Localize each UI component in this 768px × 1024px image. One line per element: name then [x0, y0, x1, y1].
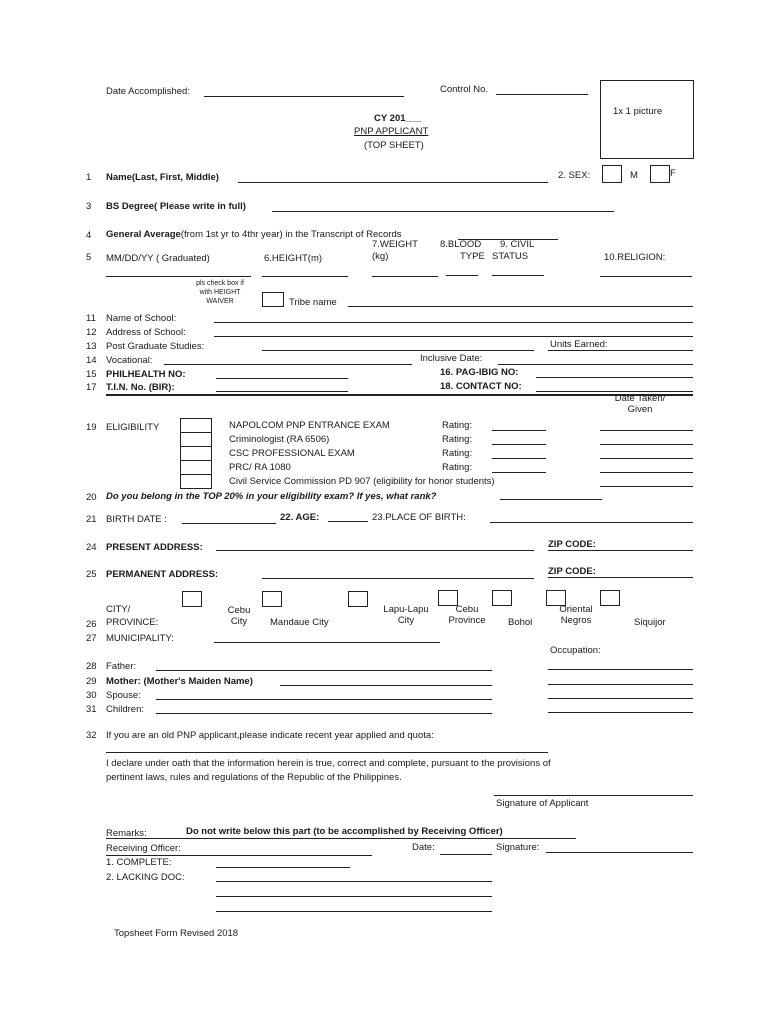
row-number: 4 [86, 230, 92, 241]
contact-line[interactable] [536, 391, 693, 392]
row-number: 14 [86, 355, 97, 366]
lacking-label: 2. LACKING DOC: [106, 872, 185, 883]
units-earned-label: Units Earned: [550, 339, 608, 350]
blood-label: 8.BLOOD [440, 239, 482, 250]
receiving-officer-label: Receiving Officer: [106, 843, 181, 854]
place-checkbox-mandaue[interactable] [262, 591, 282, 607]
permanent-address-label: PERMANENT ADDRESS: [106, 569, 219, 580]
exam-prc: PRC/ RA 1080 [229, 462, 291, 473]
religion-label: 10.RELIGION: [604, 252, 666, 263]
sex-female-checkbox[interactable] [650, 165, 670, 183]
sex-label: 2. SEX: [558, 170, 591, 181]
eligibility-label: ELIGIBILITY [106, 422, 160, 433]
father-label: Father: [106, 661, 137, 672]
control-no-line[interactable] [496, 94, 588, 95]
graduated-line[interactable] [106, 276, 251, 277]
rating-line[interactable] [492, 430, 546, 431]
old-applicant-line[interactable] [106, 752, 548, 753]
row-number: 21 [86, 514, 97, 525]
municipality-line[interactable] [214, 642, 440, 643]
name-label: Name(Last, First, Middle) [106, 172, 219, 183]
birth-date-line[interactable] [182, 523, 276, 524]
form-subtitle: (TOP SHEET) [364, 140, 424, 151]
signature-label: Signature: [496, 842, 540, 853]
permanent-zip-label: ZIP CODE: [548, 566, 596, 577]
eligibility-checkbox-csc[interactable] [180, 446, 212, 461]
tribe-label: Tribe name [289, 297, 337, 308]
rating-label: Rating: [442, 462, 473, 473]
children-label: Children: [106, 704, 145, 715]
general-average-label: General Average(from 1st yr to 4thr year) in the Transcript of Records [106, 229, 402, 240]
weight-line[interactable] [372, 276, 438, 277]
row-number: 30 [86, 690, 97, 701]
place-lapu-lapu: Lapu-Lapu City [383, 604, 429, 626]
graduated-label: MM/DD/YY ( Graduated) [106, 253, 210, 264]
weight-label: 7.WEIGHT [372, 239, 418, 250]
row-number: 32 [86, 730, 97, 741]
date-line[interactable] [440, 854, 492, 855]
school-name-label: Name of School: [106, 313, 177, 324]
birth-date-label: BIRTH DATE : [106, 514, 167, 525]
civil-status-line[interactable] [492, 275, 544, 276]
row-number: 12 [86, 327, 97, 338]
row-number: 11 [86, 313, 96, 324]
mother-occupation-line[interactable] [548, 684, 693, 685]
spouse-label: Spouse: [106, 690, 141, 701]
eligibility-checkbox-criminologist[interactable] [180, 432, 212, 447]
row-number: 31 [86, 704, 97, 715]
sex-male-checkbox[interactable] [602, 165, 622, 183]
rating-line[interactable] [492, 472, 546, 473]
place-cebu-city: Cebu City [227, 605, 251, 627]
age-label: 22. AGE: [280, 512, 320, 523]
inclusive-date-label: Inclusive Date: [420, 353, 483, 364]
row-number: 17 [86, 382, 97, 393]
mother-label: Mother: (Mother's Maiden Name) [106, 676, 253, 687]
office-note: Do not write below this part (to be accomplished by Receiving Officer) [186, 826, 503, 837]
row-number: 5 [86, 252, 92, 263]
form-title: PNP APPLICANT [354, 126, 429, 137]
municipality-label: MUNICIPALITY: [106, 633, 174, 644]
row-number: 24 [86, 542, 97, 553]
spouse-line[interactable] [156, 699, 492, 700]
post-grad-label: Post Graduate Studies: [106, 341, 205, 352]
vocational-label: Vocational: [106, 355, 153, 366]
father-occupation-line[interactable] [548, 669, 693, 670]
eligibility-checkbox-napolcom[interactable] [180, 418, 212, 433]
lacking-line[interactable] [216, 911, 492, 912]
children-occupation-line[interactable] [548, 712, 693, 713]
declaration-line-2: pertinent laws, rules and regulations of the Republic of the Philippines. [106, 772, 402, 783]
eligibility-checkbox-civil-service[interactable] [180, 474, 212, 489]
date-taken-line[interactable] [600, 472, 693, 473]
bs-degree-label: BS Degree( Please write in full) [106, 201, 246, 212]
place-checkbox-bohol[interactable] [492, 590, 512, 606]
vocational-line[interactable] [164, 364, 412, 365]
declaration-line-1: I declare under oath that the information herein is true, correct and complete, pursuant to the provisions of [106, 758, 551, 769]
date-taken-line[interactable] [600, 458, 693, 459]
exam-civil-service: Civil Service Commission PD 907 (eligibility for honor students) [229, 476, 495, 487]
place-oriental-negros: Oriental Negros [559, 604, 593, 626]
row-number: 25 [86, 569, 97, 580]
permanent-address-line[interactable] [262, 578, 534, 579]
row-number: 15 [86, 369, 97, 380]
row-number: 3 [86, 201, 92, 212]
remarks-label: Remarks: [106, 828, 147, 839]
exam-csc: CSC PROFESSIONAL EXAM [229, 448, 355, 459]
height-label: 6.HEIGHT(m) [264, 253, 323, 264]
philhealth-line[interactable] [216, 378, 348, 379]
philhealth-label: PHILHEALTH NO: [106, 369, 186, 380]
top20-rank-line[interactable] [500, 499, 602, 500]
lacking-line[interactable] [216, 881, 492, 882]
place-checkbox-lapu-lapu[interactable] [348, 591, 368, 607]
name-line[interactable] [238, 182, 548, 183]
date-taken-line[interactable] [600, 444, 693, 445]
contact-label: 18. CONTACT NO: [440, 381, 522, 392]
signature-applicant-label: Signature of Applicant [496, 798, 589, 809]
footer-text: Topsheet Form Revised 2018 [114, 928, 239, 939]
row-number: 13 [86, 341, 97, 352]
place-cebu-province: Cebu Province [448, 604, 486, 626]
height-waiver-checkbox[interactable] [262, 292, 284, 307]
tin-line[interactable] [216, 391, 348, 392]
date-label: Date: [412, 842, 435, 853]
school-address-line[interactable] [214, 336, 693, 337]
picture-box[interactable] [600, 80, 694, 159]
old-applicant-question: If you are an old PNP applicant,please indicate recent year applied and quota: [106, 730, 434, 741]
sex-male-label: M [630, 170, 638, 181]
row-number: 29 [86, 676, 97, 687]
bs-degree-line[interactable] [272, 211, 614, 212]
place-checkbox-cebu-city[interactable] [182, 591, 202, 607]
tribe-line[interactable] [348, 306, 693, 307]
place-mandaue: Mandaue City [270, 617, 329, 628]
height-waiver-note: pls check box if with HEIGHT WAIVER [196, 280, 244, 305]
present-zip-label: ZIP CODE: [548, 539, 596, 550]
lacking-line[interactable] [216, 896, 492, 897]
row-number: 19 [86, 422, 97, 433]
top20-question: Do you belong in the TOP 20% in your eligibility exam? If yes, what rank? [106, 491, 437, 502]
province-label: PROVINCE: [106, 617, 159, 628]
present-zip-line[interactable] [548, 550, 693, 551]
eligibility-checkbox-prc[interactable] [180, 460, 212, 475]
place-siquijor: Siquijor [634, 617, 666, 628]
birth-place-label: 23.PLACE OF BIRTH: [372, 512, 466, 523]
children-line[interactable] [156, 713, 492, 714]
city-label: CITY/ [106, 604, 131, 615]
permanent-zip-line[interactable] [548, 577, 693, 578]
pagibig-line[interactable] [536, 377, 693, 378]
rating-label: Rating: [442, 434, 473, 445]
rating-label: Rating: [442, 448, 473, 459]
tin-label: T.I.N. No. (BIR): [106, 382, 175, 393]
signature-applicant-line[interactable] [494, 795, 693, 796]
religion-line[interactable] [600, 276, 692, 277]
blood-type-line[interactable] [446, 275, 478, 276]
rating-line[interactable] [492, 444, 546, 445]
inclusive-date-line[interactable] [498, 364, 693, 365]
exam-criminologist: Criminologist (RA 6506) [229, 434, 330, 445]
complete-line[interactable] [216, 867, 350, 868]
date-taken-label: Date Taken/ Given [614, 393, 666, 415]
row-number: 26 [86, 619, 97, 630]
date-accomplished-label: Date Accomplished: [106, 86, 190, 97]
date-accomplished-line[interactable] [204, 96, 404, 97]
occupation-label: Occupation: [550, 645, 601, 656]
father-line[interactable] [156, 670, 492, 671]
complete-label: 1. COMPLETE: [106, 857, 172, 868]
post-grad-line[interactable] [262, 350, 534, 351]
civil-status-label: STATUS [492, 251, 529, 262]
height-line[interactable] [262, 276, 348, 277]
weight-unit: (kg) [372, 251, 389, 262]
form-code: CY 201___ [374, 113, 422, 124]
rating-line[interactable] [492, 458, 546, 459]
date-taken-line[interactable] [600, 430, 693, 431]
spouse-occupation-line[interactable] [548, 698, 693, 699]
exam-napolcom: NAPOLCOM PNP ENTRANCE EXAM [229, 420, 390, 431]
age-line[interactable] [328, 521, 368, 522]
units-earned-line[interactable] [548, 350, 693, 351]
school-name-line[interactable] [214, 322, 693, 323]
row-number: 28 [86, 661, 97, 672]
pagibig-label: 16. PAG-IBIG NO: [440, 367, 519, 378]
signature-line[interactable] [546, 852, 693, 853]
mother-line[interactable] [280, 685, 492, 686]
sex-female-label: F [670, 168, 676, 179]
birth-place-line[interactable] [490, 522, 693, 523]
row-number: 20 [86, 492, 97, 503]
remarks-divider [106, 838, 576, 839]
date-taken-line[interactable] [600, 486, 693, 487]
control-no-label: Control No. [440, 84, 489, 95]
school-address-label: Address of School: [106, 327, 186, 338]
rating-label: Rating: [442, 420, 473, 431]
row-number: 1 [86, 172, 92, 183]
blood-type-label: TYPE [460, 251, 485, 262]
present-address-label: PRESENT ADDRESS: [106, 542, 203, 553]
row-number: 27 [86, 633, 97, 644]
place-bohol: Bohol [508, 617, 533, 628]
present-address-line[interactable] [216, 550, 534, 551]
receiving-officer-line[interactable] [106, 855, 372, 856]
picture-label: 1x 1 picture [613, 106, 663, 117]
civil-label: 9. CIVIL [500, 239, 535, 250]
